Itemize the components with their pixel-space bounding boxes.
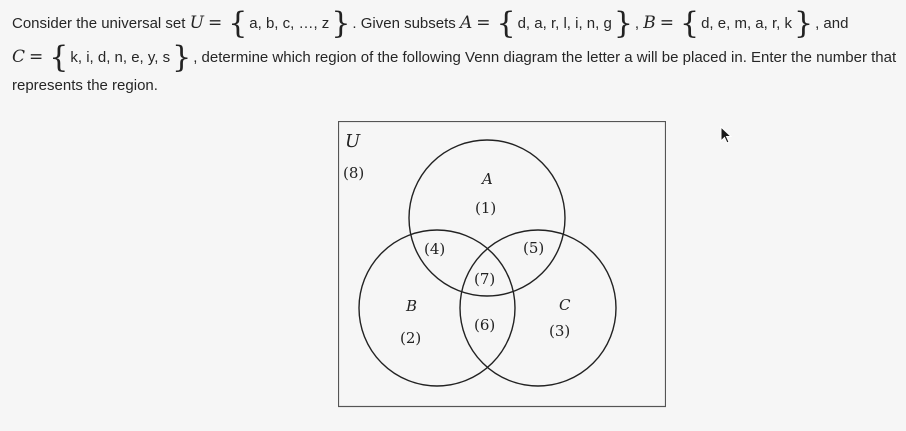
equals-sign: = [476, 13, 491, 33]
equals-sign: = [659, 13, 674, 33]
close-brace: } [172, 40, 192, 75]
mouse-pointer-icon [720, 126, 734, 146]
comma: , [634, 15, 640, 32]
circle-A-label: A [482, 170, 493, 188]
region-7-label: (7) [474, 270, 496, 288]
open-brace: { [228, 6, 248, 41]
instruction-text: , determine which region of the following Venn diagram the letter a will be placed in. Enter the number that [193, 49, 897, 66]
region-6-label: (6) [474, 316, 496, 334]
region-2-label: (2) [400, 329, 422, 347]
set-A-elements: d, a, r, l, i, n, g [517, 15, 612, 32]
equals-sign: = [29, 47, 44, 67]
region-4-label: (4) [424, 240, 446, 258]
set-C-symbol: C [12, 47, 26, 67]
universal-set-elements: a, b, c, …, z [249, 15, 330, 32]
close-brace: } [331, 6, 351, 41]
open-brace: { [680, 6, 700, 41]
open-brace: { [496, 6, 516, 41]
set-C-elements: k, i, d, n, e, y, s [70, 49, 171, 66]
region-5-label: (5) [523, 239, 545, 257]
circle-C-label: C [559, 296, 571, 314]
question-text [12, 6, 902, 98]
set-A-symbol: A [459, 13, 473, 33]
equals-sign: = [207, 13, 223, 33]
and-text: , and [815, 15, 849, 32]
close-brace: } [613, 6, 633, 41]
question-line-2 [12, 40, 902, 74]
venn-diagram [338, 121, 666, 408]
region-1-label: (1) [475, 199, 497, 217]
given-subsets-text: . Given subsets [352, 15, 456, 32]
region-8-label: (8) [343, 164, 365, 182]
close-brace: } [793, 6, 814, 41]
set-B-elements: d, e, m, a, r, k [701, 15, 792, 32]
universal-set-symbol: U [189, 13, 204, 33]
consider-text: Consider the universal set [12, 15, 186, 32]
question-line-3: represents the region. [12, 77, 158, 94]
universe-label: U [345, 131, 361, 152]
question-line-1 [12, 6, 902, 40]
region-3-label: (3) [549, 322, 571, 340]
open-brace: { [49, 40, 69, 75]
circle-B-label: B [406, 297, 418, 315]
set-B-symbol: B [643, 13, 656, 33]
